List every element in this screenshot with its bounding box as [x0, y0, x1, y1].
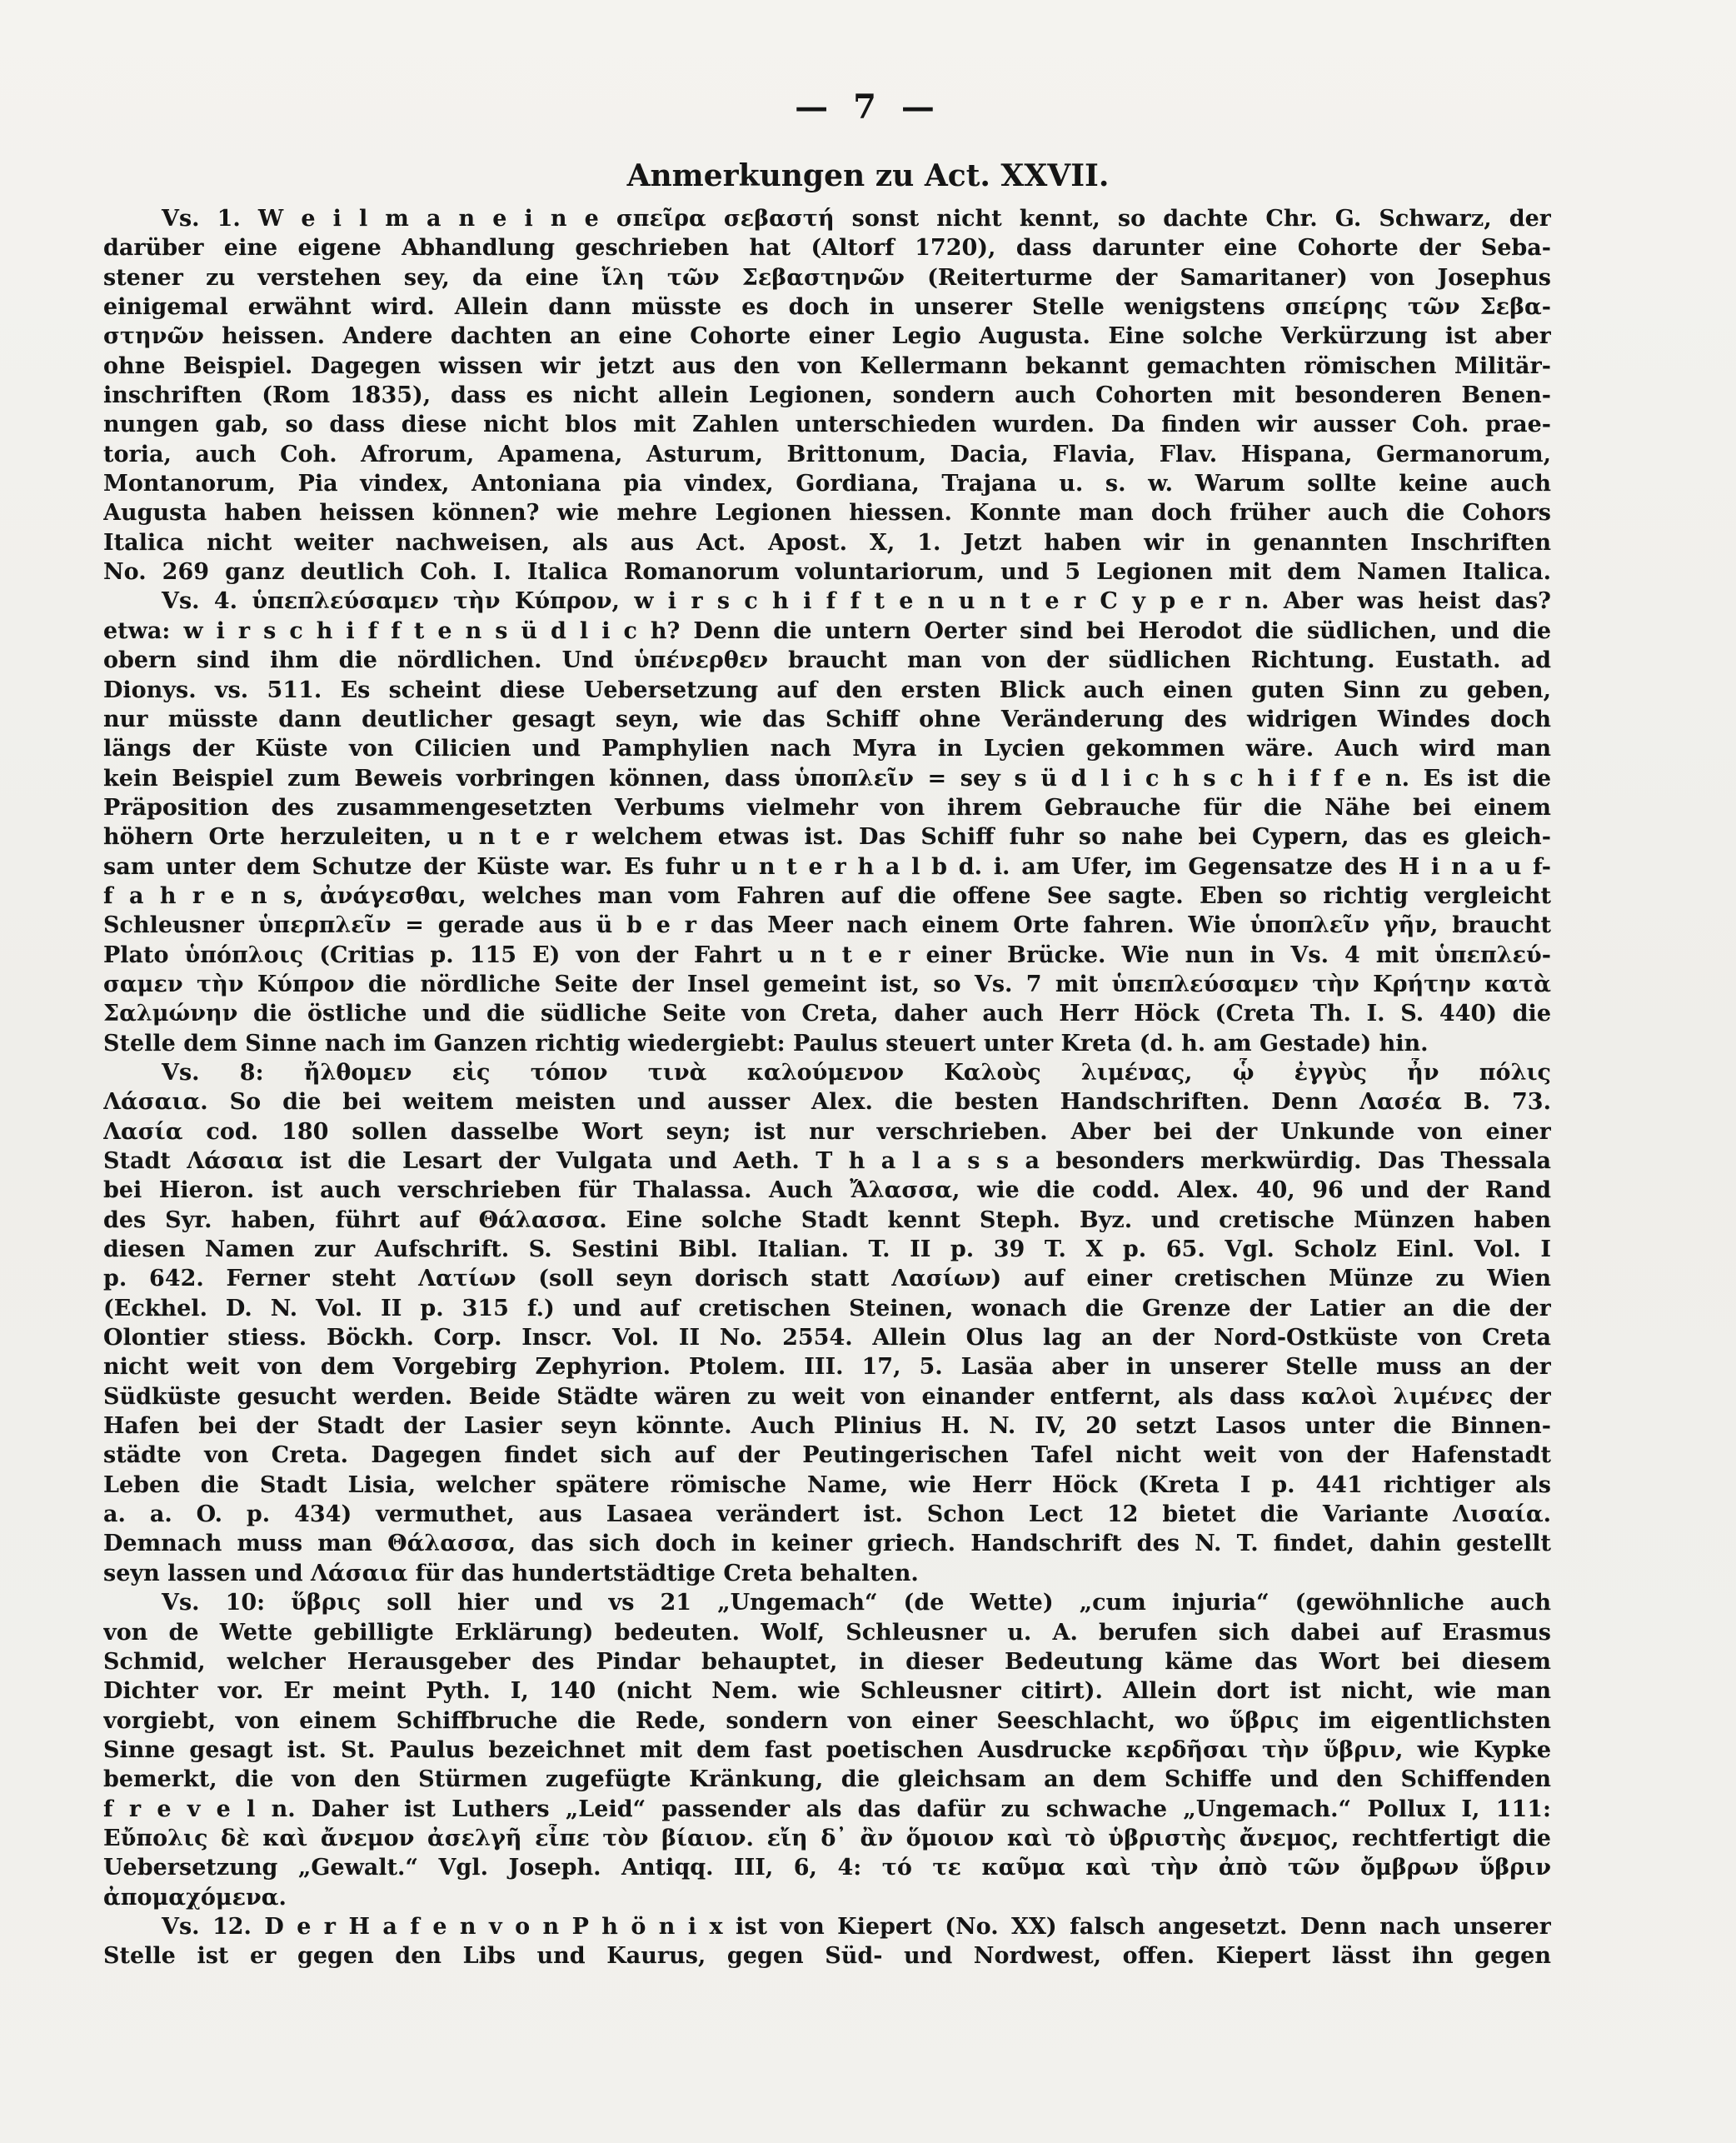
text-line: Demnach muss man Θάλασσα, das sich doch in keiner griech. Handschrift des N. T. findet, dahin gestellt: [103, 1531, 1551, 1557]
text-line: einigemal erwähnt wird. Allein dann müsste es doch in unserer Stelle wenigstens σπείρης τῶν Σεβα-: [103, 294, 1551, 321]
text-line: Stadt Λάσαια ist die Lesart der Vulgata und Aeth. T h a l a s s a besonders merkwürdig. Das Thessala: [103, 1148, 1551, 1174]
text-line: kein Beispiel zum Beweis vorbringen können, dass ὑποπλεῖν = sey s ü d l i c h s c h i f f e n. Es ist die: [103, 765, 1551, 792]
text-line: vorgiebt, von einem Schiffbruche die Rede, sondern von einer Seeschlacht, wo ὕβρις im eigentlichsten: [103, 1707, 1551, 1734]
text-line: p. 642. Ferner steht Λατίων (soll seyn dorisch statt Λασίων) auf einer cretischen Münze zu Wien: [103, 1266, 1551, 1292]
text-line: bei Hieron. ist auch verschrieben für Thalassa. Auch Ἄλασσα, wie die codd. Alex. 40, 96 und der Rand: [103, 1177, 1551, 1204]
text-line: Λασία cod. 180 sollen dasselbe Wort seyn; ist nur verschrieben. Aber bei der Unkunde von einer: [103, 1118, 1551, 1145]
text-line: σαμεν τὴν Κύπρον die nördliche Seite der Insel gemeint ist, so Vs. 7 mit ὑπεπλεύσαμεν τὴν Κρήτην κατὰ: [103, 971, 1551, 997]
text-line: Sinne gesagt ist. St. Paulus bezeichnet mit dem fast poetischen Ausdrucke κερδῆσαι τὴν ὕβριν, wie Kypke: [103, 1736, 1551, 1763]
text-line: Stelle dem Sinne nach im Ganzen richtig wiedergiebt: Paulus steuert unter Kreta (d. h. am Gestade) hin.: [103, 1030, 1429, 1057]
text-line: nungen gab, so dass diese nicht blos mit Zahlen unterschieden wurden. Da finden wir ausser Coh. prae-: [103, 412, 1551, 438]
text-line: seyn lassen und Λάσαια für das hundertstädtige Creta behalten.: [103, 1560, 919, 1586]
text-line: nur müsste dann deutlicher gesagt seyn, wie das Schiff ohne Veränderung des widrigen Windes doch: [103, 706, 1551, 732]
text-line: diesen Namen zur Aufschrift. S. Sestini Bibl. Italian. T. II p. 39 T. X p. 65. Vgl. Scholz Einl. Vol. I: [103, 1236, 1551, 1263]
text-line: obern sind ihm die nördlichen. Und ὑπένερθεν braucht man von der südlichen Richtung. Eustath. ad: [103, 647, 1551, 674]
text-line: Σαλμώνην die östliche und die südliche Seite von Creta, daher auch Herr Höck (Creta Th. I. S. 440) die: [103, 1001, 1551, 1027]
text-line: Augusta haben heissen können? wie mehre Legionen hiessen. Konnte man doch früher auch die Cohors: [103, 500, 1551, 527]
text-line: toria, auch Coh. Afrorum, Apamena, Asturum, Brittonum, Dacia, Flavia, Flav. Hispana, Germanorum,: [103, 441, 1551, 467]
text-line: Uebersetzung „Gewalt.“ Vgl. Joseph. Antiqq. III, 6, 4: τό τε καῦμα καὶ τὴν ἀπὸ τῶν ὄμβρων ὕβριν: [103, 1855, 1551, 1881]
text-line: Olontier stiess. Böckh. Corp. Inscr. Vol. II No. 2554. Allein Olus lag an der Nord-Ostküste von Creta: [103, 1325, 1551, 1351]
text-line: Plato ὑπόπλοις (Critias p. 115 E) von der Fahrt u n t e r einer Brücke. Wie nun in Vs. 4 mit ὑπεπλεύ-: [103, 942, 1551, 968]
text-line: Südküste gesucht werden. Beide Städte wären zu weit von einander entfernt, als dass καλοὶ λιμένες der: [103, 1383, 1551, 1410]
text-line: Λάσαια. So die bei weitem meisten und ausser Alex. die besten Handschriften. Denn Λασέα B. 73.: [103, 1089, 1551, 1116]
text-line: städte von Creta. Dagegen findet sich auf der Peutingerischen Tafel nicht weit von der Hafenstadt: [103, 1442, 1551, 1469]
text-line: von de Wette gebilligte Erklärung) bedeuten. Wolf, Schleusner u. A. berufen sich dabei auf Erasmus: [103, 1619, 1551, 1646]
text-line: längs der Küste von Cilicien und Pamphylien nach Myra in Lycien gekommen wäre. Auch wird man: [103, 736, 1551, 762]
body-text: [103, 204, 1551, 1971]
text-line: Stelle ist er gegen den Libs und Kaurus, gegen Süd- und Nordwest, offen. Kiepert lässt ihn gegen: [103, 1943, 1551, 1970]
text-line: No. 269 ganz deutlich Coh. I. Italica Romanorum voluntariorum, und 5 Legionen mit dem Namen Italica.: [103, 559, 1551, 586]
text-line: Dichter vor. Er meint Pyth. I, 140 (nicht Nem. wie Schleusner citirt). Allein dort ist nicht, wie man: [103, 1678, 1551, 1705]
text-line: f a h r e n s, ἀνάγεσθαι, welches man vom Fahren auf die offene See sagte. Eben so richtig vergleicht: [103, 882, 1551, 909]
text-line: ohne Beispiel. Dagegen wissen wir jetzt aus den von Kellermann bekannt gemachten römischen Militär-: [103, 352, 1551, 379]
section-heading: Anmerkungen zu Act. XXVII.: [626, 158, 1110, 193]
text-line: etwa: w i r s c h i f f t e n s ü d l i c h? Denn die untern Oerter sind bei Herodot die südlichen, und die: [103, 617, 1551, 644]
text-line: Dionys. vs. 511. Es scheint diese Uebersetzung auf den ersten Blick auch einen guten Sinn zu geben,: [103, 677, 1551, 703]
text-line: inschriften (Rom 1835), dass es nicht allein Legionen, sondern auch Cohorten mit besonderen Benen-: [103, 382, 1551, 409]
text-line: a. a. O. p. 434) vermuthet, aus Lasaea verändert ist. Schon Lect 12 bietet die Variante Λισαία.: [103, 1501, 1551, 1528]
text-line: Vs. 12. D e r H a f e n v o n P h ö n i x ist von Kiepert (No. XX) falsch angesetzt. Denn nach unserer: [162, 1913, 1551, 1940]
text-line: Präposition des zusammengesetzten Verbums vielmehr von ihrem Gebrauche für die Nähe bei einem: [103, 794, 1551, 821]
text-line: bemerkt, die von den Stürmen zugefügte Kränkung, die gleichsam an dem Schiffe und den Schiffenden: [103, 1766, 1551, 1793]
text-line: f r e v e l n. Daher ist Luthers „Leid“ passender als das dafür zu schwache „Ungemach.“ Pollux I, 111:: [103, 1796, 1551, 1822]
text-line: Schmid, welcher Herausgeber des Pindar behauptet, in dieser Bedeutung käme das Wort bei diesem: [103, 1648, 1551, 1675]
text-line: ἀπομαχόμενα.: [103, 1884, 287, 1911]
text-line: στηνῶν heissen. Andere dachten an eine Cohorte einer Legio Augusta. Eine solche Verkürzung ist aber: [103, 323, 1551, 350]
text-line: Italica nicht weiter nachweisen, als aus Act. Apost. X, 1. Jetzt haben wir in genannten Inschriften: [103, 529, 1551, 556]
text-line: (Eckhel. D. N. Vol. II p. 315 f.) und auf cretischen Steinen, wonach die Grenze der Latier an die der: [103, 1295, 1551, 1321]
text-line: des Syr. haben, führt auf Θάλασσα. Eine solche Stadt kennt Steph. Byz. und cretische Münzen haben: [103, 1206, 1551, 1233]
text-line: nicht weit von dem Vorgebirg Zephyrion. Ptolem. III. 17, 5. Lasäa aber in unserer Stelle muss an der: [103, 1354, 1551, 1381]
page-number: — 7 —: [795, 87, 941, 127]
text-line: darüber eine eigene Abhandlung geschrieben hat (Altorf 1720), dass darunter eine Cohorte der Seba-: [103, 235, 1551, 262]
text-line: Vs. 4. ὑπεπλεύσαμεν τὴν Κύπρον, w i r s c h i f f t e n u n t e r C y p e r n. Aber was heist das?: [162, 588, 1551, 615]
text-line: Leben die Stadt Lisia, welcher spätere römische Name, wie Herr Höck (Kreta I p. 441 richtiger als: [103, 1471, 1551, 1498]
text-line: Hafen bei der Stadt der Lasier seyn könnte. Auch Plinius H. N. IV, 20 setzt Lasos unter die Binnen-: [103, 1413, 1551, 1440]
text-line: Montanorum, Pia vindex, Antoniana pia vindex, Gordiana, Trajana u. s. w. Warum sollte keine auch: [103, 471, 1551, 497]
text-line: stener zu verstehen sey, da eine ἴλη τῶν Σεβαστηνῶν (Reiterturme der Samaritaner) von Josephus: [103, 264, 1551, 291]
text-line: Schleusner ὑπερπλεῖν = gerade aus ü b e r das Meer nach einem Orte fahren. Wie ὑποπλεῖν γῆν, braucht: [103, 912, 1551, 939]
text-line: höhern Orte herzuleiten, u n t e r welchem etwas ist. Das Schiff fuhr so nahe bei Cypern, das es gleich-: [103, 824, 1551, 851]
text-line: Vs. 10: ὕβρις soll hier und vs 21 „Ungemach“ (de Wette) „cum injuria“ (gewöhnliche auch: [162, 1590, 1551, 1616]
text-line: sam unter dem Schutze der Küste war. Es fuhr u n t e r h a l b d. i. am Ufer, im Gegensatze des H i n a u f-: [103, 853, 1551, 880]
text-line: Vs. 8: ἤλθομεν εἰς τόπον τινὰ καλούμενον Καλοὺς λιμένας, ᾧ ἐγγὺς ἦν πόλις: [162, 1059, 1551, 1086]
text-line: Εὔπολις δὲ καὶ ἄνεμον ἀσελγῆ εἶπε τὸν βίαιον. εἴη δ᾽ ἂν ὅμοιον καὶ τὸ ὑβριστὴς ἄνεμος, rechtfertigt die: [103, 1825, 1551, 1851]
text-line: Vs. 1. W e i l m a n e i n e σπεῖρα σεβαστή sonst nicht kennt, so dachte Chr. G. Schwarz, der: [162, 206, 1551, 232]
